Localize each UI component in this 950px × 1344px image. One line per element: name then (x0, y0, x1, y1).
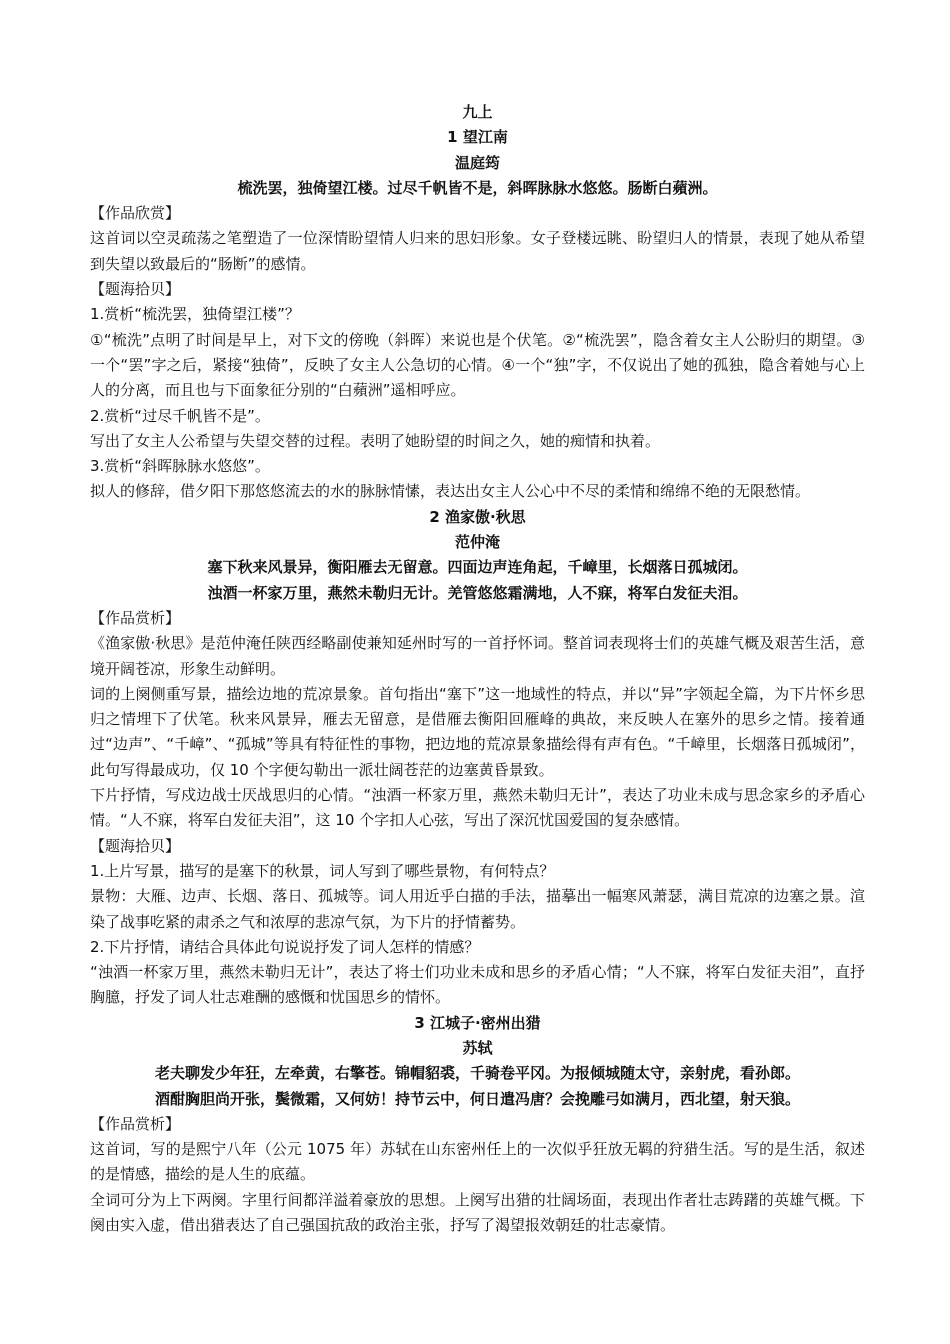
document-page (90, 100, 865, 1238)
poem2-answer: “浊酒一杯家万里，燕然未勒归无计”，表达了将士们功业未成和思乡的矛盾心情；“人不寐，将军白发征夫泪”，直抒胸臆，抒发了词人壮志难酬的感慨和忧国思乡的情怀。 (90, 963, 865, 1007)
poem3-line: 老夫聊发少年狂，左牵黄，右擎苍。锦帽貂裘，千骑卷平冈。为报倾城随太守，亲射虎，看孙郎。 (154, 1064, 800, 1083)
poem1-question: 2.赏析“过尽千帆皆不是”。 (90, 406, 270, 425)
poem2-author: 范仲淹 (454, 533, 500, 552)
poem2-appreciation: 下片抒情，写戍边战士厌战思归的心情。“浊酒一杯家万里，燕然未勒归无计”，表达了功业未成与思念家乡的矛盾心情。“人不寐，将军白发征夫泪”，这 10 个字扣人心弦，写出了深沉忧国爱国的复杂感情。 (90, 786, 865, 830)
poem2-question: 2.下片抒情，请结合具体此句说说抒发了词人怎样的情感？ (90, 937, 480, 956)
poem1-answer: 拟人的修辞，借夕阳下那悠悠流去的水的脉脉情愫，表达出女主人公心中不尽的柔情和绵绵不绝的无限愁情。 (90, 482, 811, 501)
poem1-question: 1.赏析“梳洗罢，独倚望江楼”？ (90, 305, 300, 324)
poem2-appreciation-label: 【作品赏析】 (90, 608, 181, 627)
poem2-title: 2 渔家傲·秋思 (429, 507, 526, 526)
poem3-author: 苏轼 (462, 1038, 493, 1057)
poem2-appreciation: 《渔家傲·秋思》是范仲淹任陕西经略副使兼知延州时写的一首抒怀词。整首词表现将士们的英雄气概及艰苦生活，意境开阔苍凉，形象生动鲜明。 (90, 634, 865, 678)
poem2-line: 塞下秋来风景异，衡阳雁去无留意。四面边声连角起，千嶂里，长烟落日孤城闭。 (207, 558, 748, 577)
poem2-question: 1.上片写景，描写的是塞下的秋景，词人写到了哪些景物，有何特点？ (90, 861, 555, 880)
poem2-appreciation: 词的上阕侧重写景，描绘边地的荒凉景象。首句指出“塞下”这一地域性的特点，并以“异”字领起全篇，为下片怀乡思归之情埋下了伏笔。秋来风景异，雁去无留意，是借雁去衡阳回雁峰的典故，来反映人在塞外的思乡之情。接着通过“边声”、“千嶂”、“孤城”等具有特征性的事物，把边地的荒凉景象描绘得有声有色。“千嶂里，长烟落日孤城闭”，此句写得最成功，仅 10 个字便勾勒出一派壮阔苍茫的边塞黄昏景致。 (90, 684, 865, 779)
poem3-appreciation: 全词可分为上下两阕。字里行间都洋溢着豪放的思想。上阕写出猎的壮阔场面，表现出作者壮志踌躇的英雄气概。下阕由实入虚，借出猎表达了自己强国抗敌的政治主张，抒写了渴望报效朝廷的壮志豪情。 (90, 1190, 865, 1235)
poem3-appreciation: 这首词，写的是熙宁八年（公元 1075 年）苏轼在山东密州任上的一次似乎狂放无羁的狩猎生活。写的是生活，叙述的是情感，描绘的是人生的底蕴。 (90, 1140, 865, 1184)
poem3-line: 酒酣胸胆尚开张，鬓微霜，又何妨！持节云中，何日遣冯唐？会挽雕弓如满月，西北望，射天狼。 (154, 1089, 800, 1108)
poem1-question: 3.赏析“斜晖脉脉水悠悠”。 (90, 457, 270, 476)
page-heading: 九上 (462, 103, 493, 121)
poem1-appreciation-label: 【作品欣赏】 (90, 204, 181, 223)
poem2-line: 浊酒一杯家万里，燕然未勒归无计。羌管悠悠霜满地，人不寐，将军白发征夫泪。 (207, 583, 748, 602)
poem2-exercise-label: 【题海拾贝】 (90, 836, 181, 855)
poem1-title: 1 望江南 (447, 128, 508, 147)
poem1-exercise-label: 【题海拾贝】 (90, 280, 181, 299)
poem1-appreciation: 这首词以空灵疏荡之笔塑造了一位深情盼望情人归来的思妇形象。女子登楼远眺、盼望归人的情景，表现了她从希望到失望以致最后的“肠断”的感情。 (90, 229, 865, 273)
poem1-line: 梳洗罢，独倚望江楼。过尽千帆皆不是，斜晖脉脉水悠悠。肠断白蘋洲。 (237, 178, 718, 197)
poem1-answer: 写出了女主人公希望与失望交替的过程。表明了她盼望的时间之久，她的痴情和执着。 (90, 431, 661, 450)
poem3-title: 3 江城子·密州出猎 (414, 1013, 541, 1032)
poem1-author: 温庭筠 (454, 153, 500, 172)
poem2-answer: 景物：大雁、边声、长烟、落日、孤城等。词人用近乎白描的手法，描摹出一幅寒风萧瑟，满目荒凉的边塞之景。渲染了战事吃紧的肃杀之气和浓厚的悲凉气氛，为下片的抒情蓄势。 (90, 887, 865, 931)
poem1-answer: ①“梳洗”点明了时间是早上，对下文的傍晚（斜晖）来说也是个伏笔。②“梳洗罢”，隐含着女主人公盼归的期望。③一个“罢”字之后，紧接“独倚”，反映了女主人公急切的心情。④一个“独”字，不仅说出了她的孤独，隐含着她与心上人的分离，而且也与下面象征分别的“白蘋洲”遥相呼应。 (90, 330, 865, 400)
poem3-appreciation-label: 【作品赏析】 (90, 1114, 181, 1133)
